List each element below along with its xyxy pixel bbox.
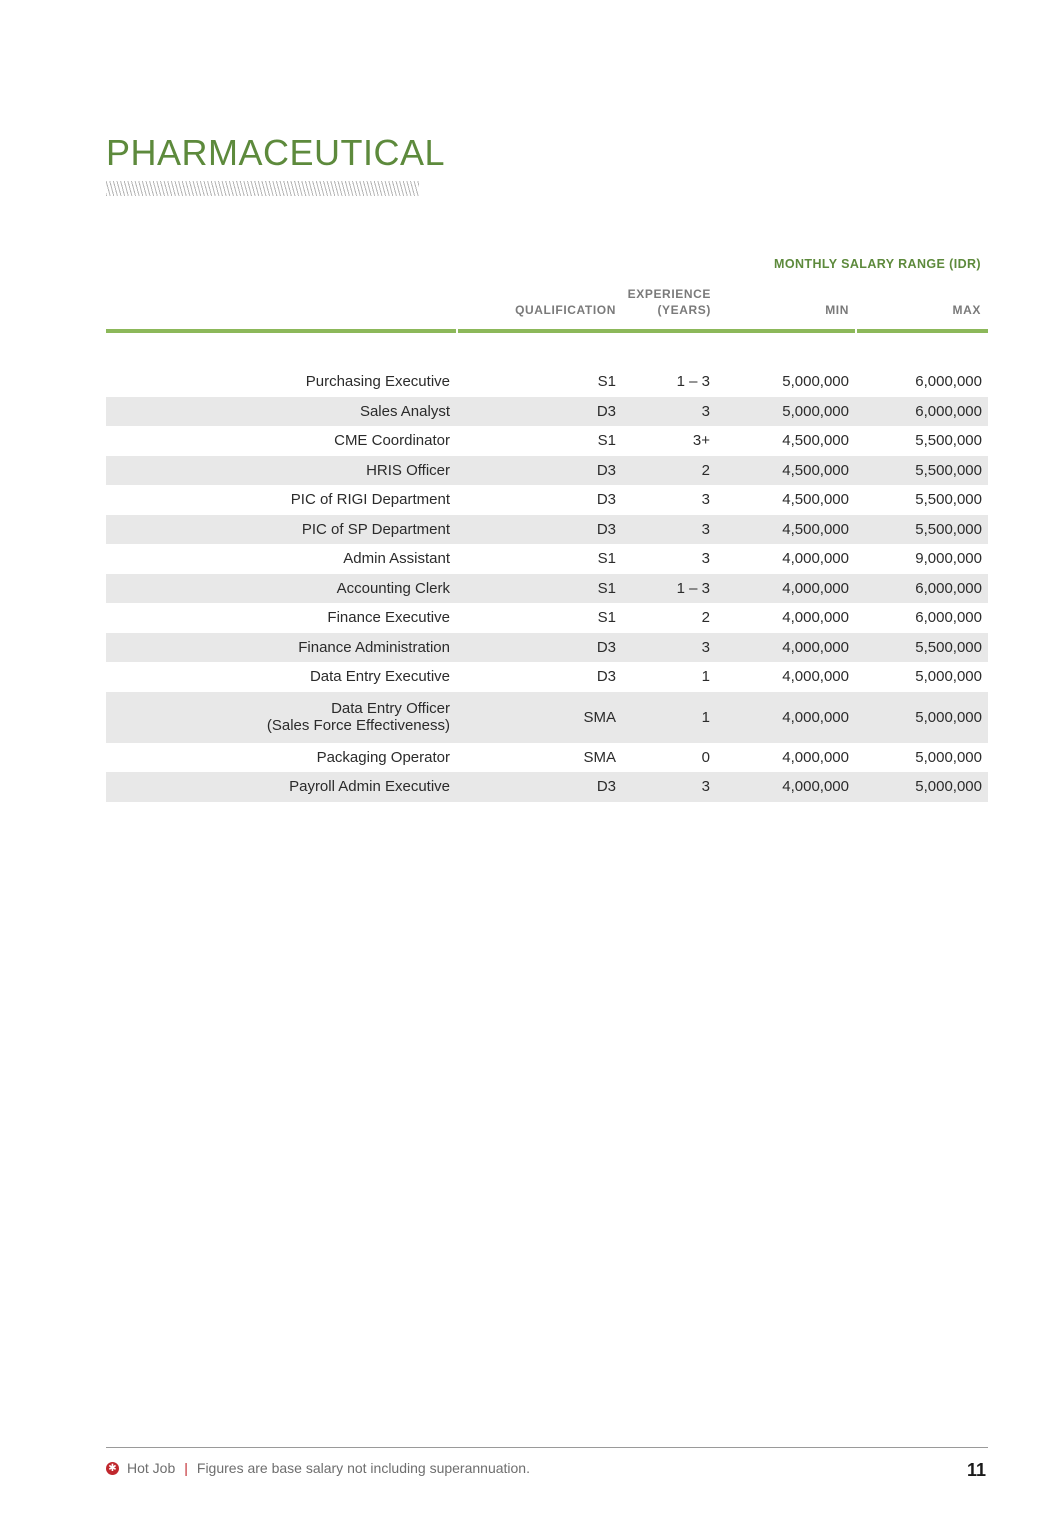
max-header: MAX: [952, 303, 981, 317]
min-salary-cell: 4,000,000: [782, 668, 849, 686]
table-row: [106, 544, 988, 574]
max-salary-cell: 6,000,000: [915, 579, 982, 597]
table-row: [106, 515, 988, 545]
min-salary-cell: 4,500,000: [782, 491, 849, 509]
experience-cell: 1: [701, 668, 710, 686]
table-row: [106, 662, 988, 692]
qualification-cell: S1: [597, 609, 616, 627]
job-title: Admin Assistant: [343, 550, 450, 568]
job-title-cell: [106, 609, 456, 626]
min-salary-cell: 4,000,000: [782, 748, 849, 766]
job-title: Sales Analyst: [359, 402, 450, 420]
job-title: Packaging Operator: [316, 748, 450, 766]
job-title: HRIS Officer: [366, 461, 450, 479]
table-row: [106, 603, 988, 633]
experience-cell: 0: [701, 748, 710, 766]
job-subtitle: (Sales Force Effectiveness): [266, 717, 450, 734]
experience-cell: 2: [701, 609, 710, 627]
rule-gap: [456, 329, 458, 333]
job-title-cell: [106, 403, 456, 420]
min-header: MIN: [825, 303, 849, 317]
table-row: [106, 772, 988, 802]
qualification-cell: S1: [597, 550, 616, 568]
min-salary-cell: 4,500,000: [782, 461, 849, 479]
experience-cell: 3: [701, 550, 710, 568]
max-salary-cell: 6,000,000: [915, 373, 982, 391]
job-title-cell: [106, 749, 456, 766]
max-salary-cell: 5,000,000: [915, 668, 982, 686]
footer-rule: [106, 1447, 988, 1448]
job-title: Purchasing Executive: [305, 373, 450, 391]
min-salary-cell: 4,000,000: [782, 609, 849, 627]
max-salary-cell: 5,000,000: [915, 778, 982, 796]
job-title-cell: [106, 550, 456, 567]
qualification-header: QUALIFICATION: [515, 303, 616, 317]
experience-cell: 3: [701, 638, 710, 656]
job-title: Data Entry Executive: [309, 668, 450, 686]
max-salary-cell: 5,000,000: [915, 708, 982, 726]
max-salary-cell: 6,000,000: [915, 609, 982, 627]
footer: [106, 1460, 530, 1476]
experience-cell: 1 – 3: [676, 373, 710, 391]
experience-cell: 3: [701, 520, 710, 538]
qualification-cell: D3: [596, 520, 616, 538]
job-title-cell: [106, 521, 456, 538]
qualification-cell: D3: [596, 402, 616, 420]
qualification-cell: SMA: [583, 748, 616, 766]
page-number: 11: [966, 1460, 986, 1480]
experience-cell: 3+: [692, 432, 710, 450]
max-salary-cell: 5,500,000: [915, 461, 982, 479]
table-row: [106, 397, 988, 427]
table-row: [106, 426, 988, 456]
max-salary-cell: 9,000,000: [915, 550, 982, 568]
footer-note: Figures are base salary not including superannuation.: [196, 1460, 530, 1476]
qualification-cell: S1: [597, 579, 616, 597]
qualification-cell: D3: [596, 778, 616, 796]
job-title: PIC of RIGI Department: [290, 491, 450, 509]
table-row: [106, 692, 988, 743]
experience-cell: 1 – 3: [676, 579, 710, 597]
rule-gap: [855, 329, 857, 333]
min-salary-cell: 4,000,000: [782, 638, 849, 656]
experience-header-line2: (YEARS): [657, 303, 711, 317]
table-row: [106, 367, 988, 397]
qualification-cell: S1: [597, 373, 616, 391]
salary-range-heading: MONTHLY SALARY RANGE (IDR): [774, 257, 981, 271]
qualification-cell: D3: [596, 491, 616, 509]
experience-cell: 3: [701, 491, 710, 509]
min-salary-cell: 5,000,000: [782, 373, 849, 391]
job-title-cell: [106, 373, 456, 390]
title-hatch-divider: [106, 181, 419, 196]
job-title: Finance Executive: [327, 609, 450, 627]
footer-separator: |: [184, 1460, 188, 1476]
table-row: [106, 485, 988, 515]
experience-cell: 3: [701, 402, 710, 420]
table-row: [106, 456, 988, 486]
experience-cell: 3: [701, 778, 710, 796]
job-title: Data Entry Officer: [331, 700, 450, 717]
min-salary-cell: 4,500,000: [782, 432, 849, 450]
experience-header-line1: EXPERIENCE: [627, 287, 711, 301]
qualification-cell: SMA: [583, 708, 616, 726]
job-title-cell: [106, 639, 456, 656]
job-title-cell: [106, 432, 456, 449]
job-title: Payroll Admin Executive: [289, 778, 450, 796]
table-row: [106, 743, 988, 773]
max-salary-cell: 5,000,000: [915, 748, 982, 766]
hot-job-label: Hot Job: [127, 1460, 176, 1476]
job-title-cell: [106, 700, 456, 734]
experience-cell: 1: [701, 708, 710, 726]
min-salary-cell: 4,500,000: [782, 520, 849, 538]
min-salary-cell: 4,000,000: [782, 550, 849, 568]
hot-job-star-icon: ✱: [106, 1462, 119, 1475]
min-salary-cell: 4,000,000: [782, 579, 849, 597]
job-title-cell: [106, 778, 456, 795]
page-title: PHARMACEUTICAL: [106, 132, 446, 173]
qualification-cell: D3: [596, 461, 616, 479]
min-salary-cell: 4,000,000: [782, 708, 849, 726]
max-salary-cell: 5,500,000: [915, 520, 982, 538]
max-salary-cell: 5,500,000: [915, 491, 982, 509]
job-title: Finance Administration: [298, 638, 450, 656]
max-salary-cell: 5,500,000: [915, 638, 982, 656]
min-salary-cell: 4,000,000: [782, 778, 849, 796]
job-title-cell: [106, 462, 456, 479]
qualification-cell: D3: [596, 638, 616, 656]
table-row: [106, 574, 988, 604]
min-salary-cell: 5,000,000: [782, 402, 849, 420]
job-title: CME Coordinator: [334, 432, 450, 450]
job-title-cell: [106, 668, 456, 685]
job-title-cell: [106, 491, 456, 508]
qualification-cell: D3: [596, 668, 616, 686]
max-salary-cell: 5,500,000: [915, 432, 982, 450]
header-rule: [106, 329, 988, 333]
job-title: PIC of SP Department: [301, 520, 450, 538]
experience-cell: 2: [701, 461, 710, 479]
job-title: Accounting Clerk: [336, 579, 450, 597]
salary-table: [106, 367, 988, 802]
experience-header: [628, 286, 711, 318]
max-salary-cell: 6,000,000: [915, 402, 982, 420]
table-row: [106, 633, 988, 663]
qualification-cell: S1: [597, 432, 616, 450]
job-title-cell: [106, 580, 456, 597]
